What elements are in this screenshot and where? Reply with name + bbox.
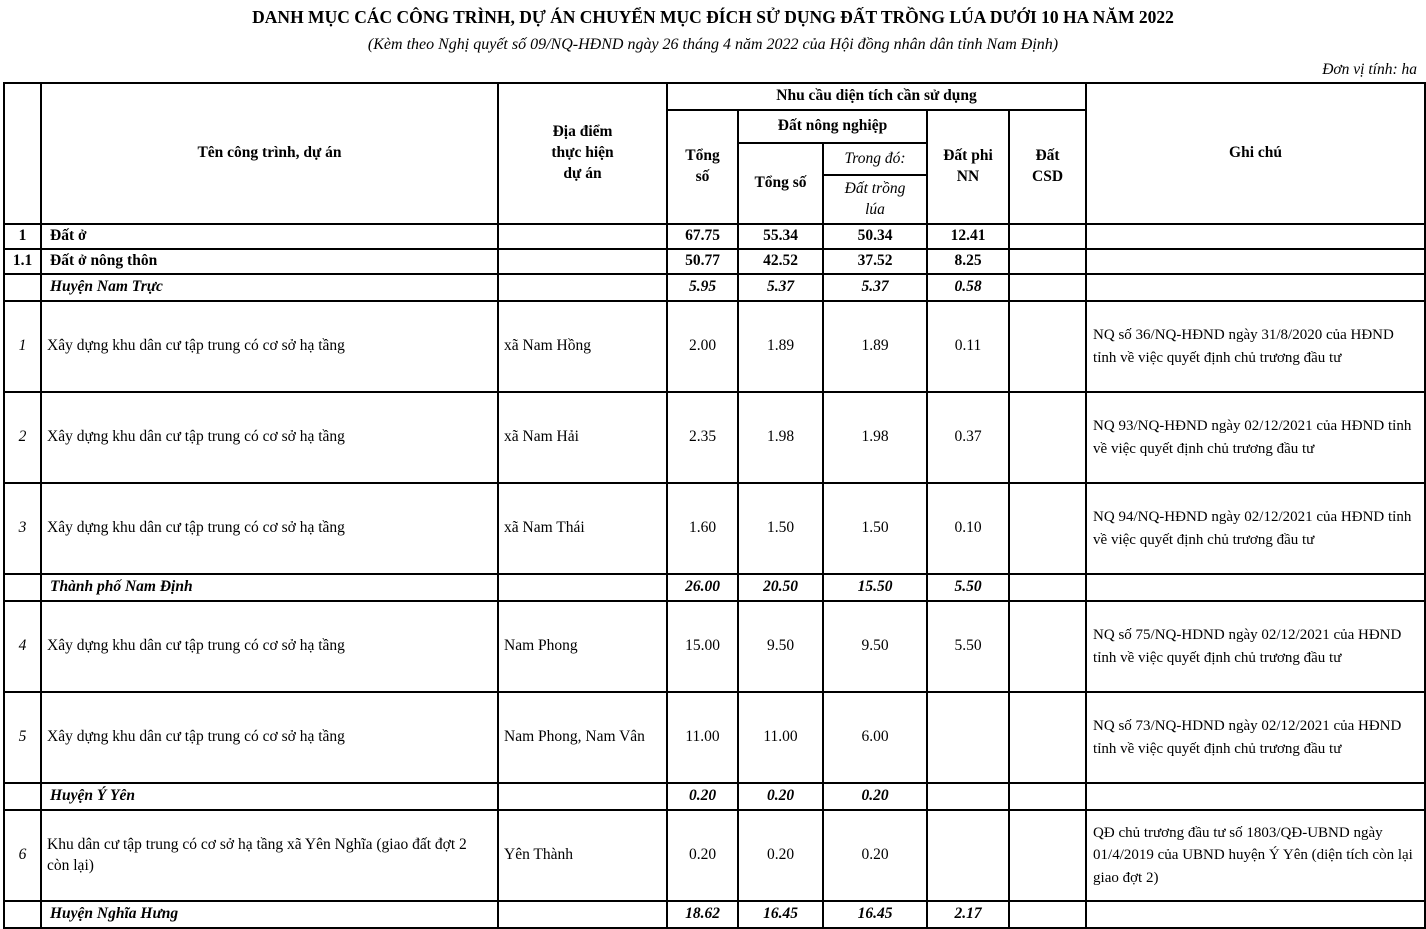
cell-rice-land: 6.00 [823,692,927,783]
cell-total: 2.00 [667,301,738,392]
cell-agri-total: 5.37 [738,274,823,301]
cell-unused [1009,574,1086,601]
cell-rice-land: 1.50 [823,483,927,574]
cell-note [1086,249,1425,274]
cell-index: 1 [4,301,41,392]
cell-rice-land: 50.34 [823,224,927,249]
cell-project-name: Huyện Nghĩa Hưng [41,901,498,928]
cell-location: xã Nam Hải [498,392,667,483]
cell-unused [1009,224,1086,249]
cell-agri-total: 1.98 [738,392,823,483]
cell-agri-total: 9.50 [738,601,823,692]
table-row [4,810,1425,901]
cell-project-name: Xây dựng khu dân cư tập trung có cơ sở hạ tầng [41,301,498,392]
header-non-agri [927,110,1009,224]
table-row [4,601,1425,692]
header-total [667,110,738,224]
table-row [4,574,1425,601]
cell-non-agri [927,783,1009,810]
cell-agri-total: 11.00 [738,692,823,783]
cell-note [1086,224,1425,249]
cell-index: 1 [4,224,41,249]
header-total-label: Tổng số [685,147,720,185]
cell-unused [1009,301,1086,392]
cell-note: NQ số 75/NQ-HDND ngày 02/12/2021 của HĐND tỉnh về việc quyết định chủ trương đầu tư [1086,601,1425,692]
cell-agri-total: 42.52 [738,249,823,274]
header-non-agri-label: Đất phi NN [943,147,993,185]
table-row [4,301,1425,392]
cell-total: 0.20 [667,810,738,901]
cell-project-name: Xây dựng khu dân cư tập trung có cơ sở hạ tầng [41,483,498,574]
cell-project-name: Huyện Nam Trực [41,274,498,301]
cell-note [1086,783,1425,810]
cell-agri-total: 1.50 [738,483,823,574]
table-row [4,392,1425,483]
cell-non-agri: 0.58 [927,274,1009,301]
cell-project-name: Đất ở nông thôn [41,249,498,274]
cell-index [4,783,41,810]
cell-note [1086,574,1425,601]
cell-total: 67.75 [667,224,738,249]
header-row-1 [4,83,1425,110]
table-row [4,692,1425,783]
cell-agri-total: 20.50 [738,574,823,601]
cell-location: xã Nam Hồng [498,301,667,392]
cell-total: 2.35 [667,392,738,483]
cell-non-agri [927,810,1009,901]
header-location-label: Địa điểm thực hiện dự án [551,123,614,182]
cell-rice-land: 0.20 [823,783,927,810]
cell-project-name: Đất ở [41,224,498,249]
cell-unused [1009,392,1086,483]
header-index [4,83,41,224]
cell-index [4,274,41,301]
cell-index: 5 [4,692,41,783]
cell-agri-total: 55.34 [738,224,823,249]
cell-total: 18.62 [667,901,738,928]
cell-project-name: Khu dân cư tập trung có cơ sở hạ tầng xã Yên Nghĩa (giao đất đợt 2 còn lại) [41,810,498,901]
cell-non-agri: 0.11 [927,301,1009,392]
cell-note: NQ số 36/NQ-HĐND ngày 31/8/2020 của HĐND tỉnh về việc quyết định chủ trương đầu tư [1086,301,1425,392]
cell-total: 0.20 [667,783,738,810]
cell-agri-total: 0.20 [738,810,823,901]
cell-unused [1009,274,1086,301]
table-body [4,224,1425,928]
cell-note: NQ 93/NQ-HĐND ngày 02/12/2021 của HĐND tỉnh về việc quyết định chủ trương đầu tư [1086,392,1425,483]
cell-non-agri: 8.25 [927,249,1009,274]
table-header [4,83,1425,224]
cell-location [498,224,667,249]
cell-index: 2 [4,392,41,483]
table-row [4,274,1425,301]
cell-project-name: Huyện Ý Yên [41,783,498,810]
cell-index [4,574,41,601]
cell-project-name: Xây dựng khu dân cư tập trung có cơ sở hạ tầng [41,601,498,692]
cell-non-agri: 5.50 [927,574,1009,601]
cell-project-name: Xây dựng khu dân cư tập trung có cơ sở hạ tầng [41,692,498,783]
cell-total: 1.60 [667,483,738,574]
cell-location [498,783,667,810]
cell-non-agri: 0.10 [927,483,1009,574]
table-row [4,483,1425,574]
cell-unused [1009,601,1086,692]
cell-location [498,574,667,601]
cell-index: 3 [4,483,41,574]
header-rice-land-label: Đất trồng lúa [844,179,906,218]
cell-note [1086,274,1425,301]
cell-location: Nam Phong, Nam Vân [498,692,667,783]
cell-rice-land: 16.45 [823,901,927,928]
cell-rice-land: 1.98 [823,392,927,483]
cell-rice-land: 37.52 [823,249,927,274]
header-agri-group: Đất nông nghiệp [738,110,927,143]
table-row [4,783,1425,810]
cell-note: NQ 94/NQ-HĐND ngày 02/12/2021 của HĐND tỉnh về việc quyết định chủ trương đầu tư [1086,483,1425,574]
cell-non-agri: 2.17 [927,901,1009,928]
header-notes: Ghi chú [1086,83,1425,224]
cell-agri-total: 16.45 [738,901,823,928]
cell-total: 26.00 [667,574,738,601]
cell-agri-total: 0.20 [738,783,823,810]
header-unused-label: Đất CSD [1032,147,1064,185]
cell-unused [1009,483,1086,574]
cell-project-name: Thành phố Nam Định [41,574,498,601]
cell-non-agri [927,692,1009,783]
header-in-which: Trong đó: [823,143,927,175]
cell-index: 4 [4,601,41,692]
cell-non-agri: 5.50 [927,601,1009,692]
cell-unused [1009,783,1086,810]
page-title: DANH MỤC CÁC CÔNG TRÌNH, DỰ ÁN CHUYỂN MỤC ĐÍCH SỬ DỤNG ĐẤT TRỒNG LÚA DƯỚI 10 HA NĂM 2022 [252,7,1174,27]
cell-note: QĐ chủ trương đầu tư số 1803/QĐ-UBND ngày 01/4/2019 của UBND huyện Ý Yên (diện tích còn lại giao đợt 2) [1086,810,1425,901]
cell-rice-land: 15.50 [823,574,927,601]
cell-unused [1009,249,1086,274]
cell-non-agri: 0.37 [927,392,1009,483]
cell-location: xã Nam Thái [498,483,667,574]
header-unused [1009,110,1086,224]
document-header [0,0,1426,79]
cell-agri-total: 1.89 [738,301,823,392]
unit-note: Đơn vị tính: ha [1322,61,1417,78]
cell-index: 6 [4,810,41,901]
cell-non-agri: 12.41 [927,224,1009,249]
table-row [4,224,1425,249]
cell-project-name: Xây dựng khu dân cư tập trung có cơ sở hạ tầng [41,392,498,483]
cell-location [498,249,667,274]
header-project-name: Tên công trình, dự án [41,83,498,224]
cell-index: 1.1 [4,249,41,274]
table-row [4,249,1425,274]
cell-total: 50.77 [667,249,738,274]
cell-location: Yên Thành [498,810,667,901]
header-location [498,83,667,224]
cell-location [498,274,667,301]
projects-table [3,82,1426,929]
cell-total: 11.00 [667,692,738,783]
cell-total: 15.00 [667,601,738,692]
header-rice-land [823,175,927,224]
header-demand-group: Nhu cầu diện tích cần sử dụng [667,83,1086,110]
cell-unused [1009,692,1086,783]
cell-total: 5.95 [667,274,738,301]
cell-rice-land: 0.20 [823,810,927,901]
cell-unused [1009,810,1086,901]
header-agri-total: Tổng số [738,143,823,224]
cell-rice-land: 1.89 [823,301,927,392]
page-subtitle: (Kèm theo Nghị quyết số 09/NQ-HĐND ngày 26 tháng 4 năm 2022 của Hội đồng nhân dân tỉnh Nam Định) [367,36,1059,53]
cell-rice-land: 5.37 [823,274,927,301]
cell-rice-land: 9.50 [823,601,927,692]
cell-location: Nam Phong [498,601,667,692]
cell-note: NQ số 73/NQ-HDND ngày 02/12/2021 của HĐND tỉnh về việc quyết định chủ trương đầu tư [1086,692,1425,783]
